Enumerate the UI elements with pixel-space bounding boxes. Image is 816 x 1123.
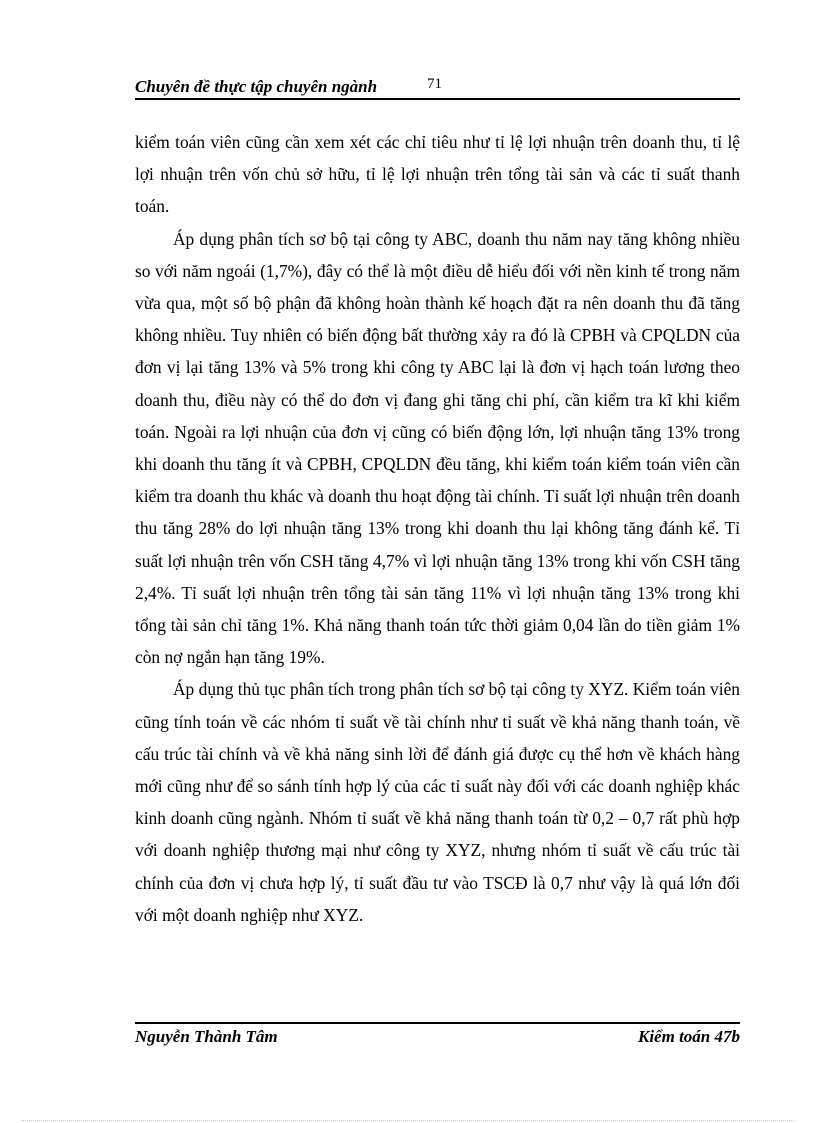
paragraph-abc-analysis: Áp dụng phân tích sơ bộ tại công ty ABC, doanh thu năm nay tăng không nhiều so với năm ngoái (1,7%), đây có thể là một điều dễ hiểu đối với nền kinh tế trong năm vừa qua, một số bộ phận đã không hoàn thành kế hoạch đặt ra nên doanh thu đã tăng không nhiều. Tuy nhiên có biến động bất thường xảy ra đó là CPBH và CPQLDN của đơn vị lại tăng 13% và 5% trong khi công ty ABC lại là đơn vị hạch toán lương theo doanh thu, điều này có thể do đơn vị đang ghi tăng chi phí, cần kiểm tra kĩ khi kiểm toán. Ngoài ra lợi nhuận của đơn vị cũng có biến động lớn, lợi nhuận tăng 13% trong khi doanh thu tăng ít và CPBH, CPQLDN đều tăng, khi kiểm toán kiểm toán viên cần kiểm tra doanh thu khác và doanh thu hoạt động tài chính. Tỉ suất lợi nhuận trên doanh thu tăng 28% do lợi nhuận tăng 13% trong khi doanh thu lại không tăng đánh kể. Tỉ suất lợi nhuận trên vốn CSH tăng 4,7% vì lợi nhuận tăng 13% trong khi vốn CSH tăng 2,4%. Tỉ suất lợi nhuận trên tổng tài sản tăng 11% vì lợi nhuận tăng 13% trong khi tổng tài sản chỉ tăng 1%. Khả năng thanh toán tức thời giảm 0,04 lần do tiền giảm 1% còn nợ ngắn hạn tăng 19%. xyxy=(135,228,740,668)
page-number: 71 xyxy=(427,76,442,92)
page-bottom-edge xyxy=(22,1120,794,1121)
page-header xyxy=(135,74,740,100)
document-body xyxy=(135,126,740,931)
footer-author: Nguyễn Thành Tâm xyxy=(135,1027,278,1046)
footer-divider xyxy=(135,1022,740,1024)
paragraph-xyz-analysis: Áp dụng thủ tục phân tích trong phân tích sơ bộ tại công ty XYZ. Kiểm toán viên cũng tính toán về các nhóm tỉ suất về tài chính như tỉ suất về khả năng thanh toán, về cấu trúc tài chính và về khả năng sinh lời để đánh giá được cụ thể hơn về khách hàng mới cũng như để so sánh tính hợp lý của các tỉ suất này đối với các doanh nghiệp khác kinh doanh cũng ngành. Nhóm tỉ suất về khả năng thanh toán từ 0,2 – 0,7 rất phù hợp với doanh nghiệp thương mại như công ty XYZ, nhưng nhóm tỉ suất về cấu trúc tài chính của đơn vị chưa hợp lý, tỉ suất đầu tư vào TSCĐ là 0,7 như vậy là quá lớn đối với một doanh nghiệp như XYZ. xyxy=(135,679,740,925)
paragraph-continuation: kiểm toán viên cũng cần xem xét các chỉ tiêu như tỉ lệ lợi nhuận trên doanh thu, tỉ lệ lợi nhuận trên vốn chủ sở hữu, tỉ lệ lợi nhuận trên tổng tài sản và các tỉ suất thanh toán. xyxy=(135,132,740,217)
header-title: Chuyên đề thực tập chuyên ngành xyxy=(135,77,378,96)
footer-class-name: Kiểm toán 47b xyxy=(637,1027,740,1046)
